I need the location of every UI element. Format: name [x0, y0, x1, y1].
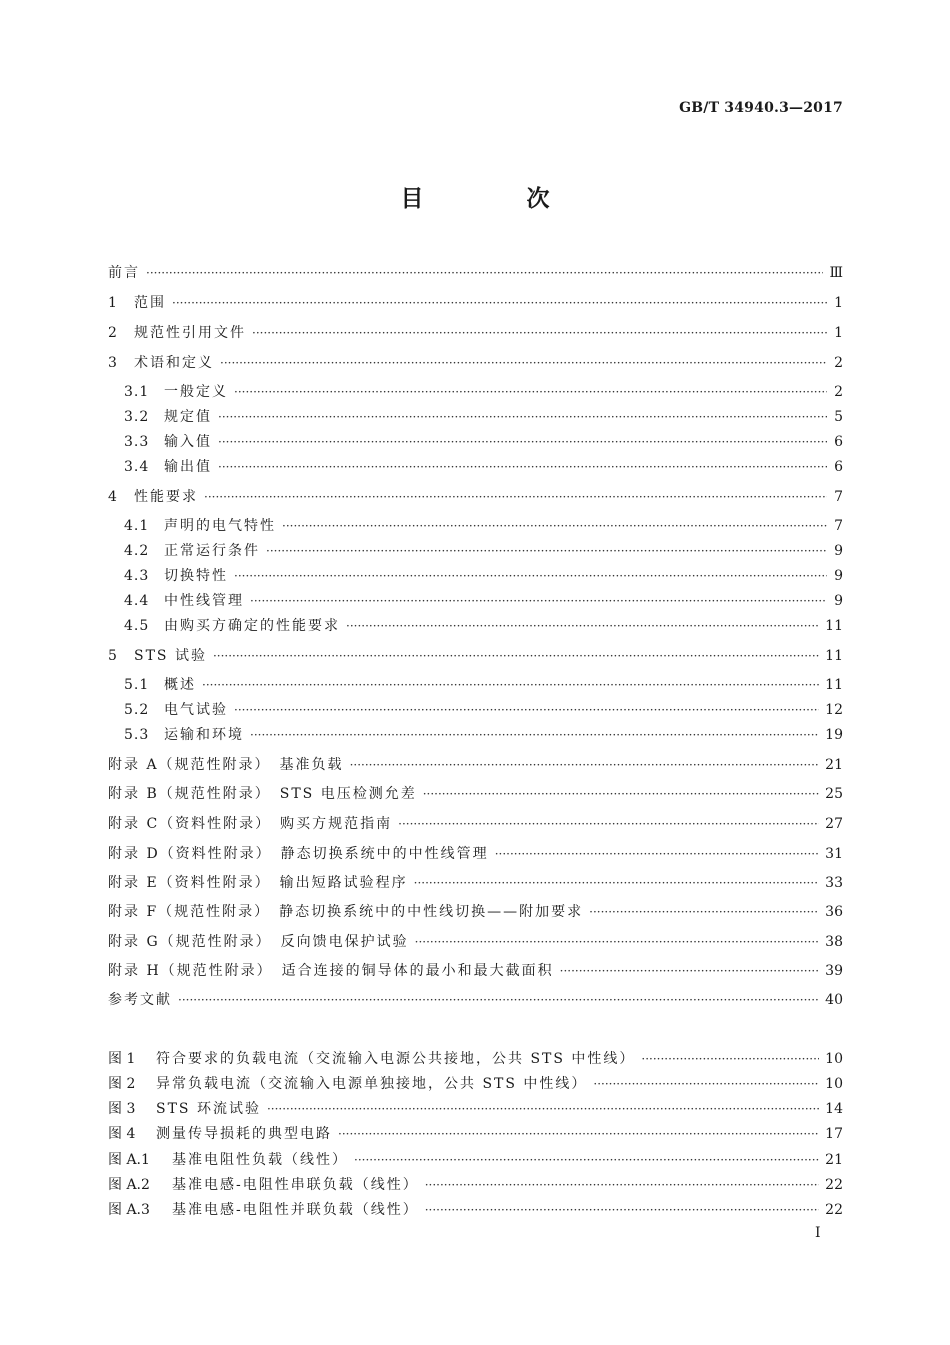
toc-entry-number: 5.3: [124, 727, 150, 743]
toc-entry-label: 性能要求: [134, 489, 198, 505]
toc-entry-page: 11: [825, 677, 843, 693]
toc-entry[interactable]: [108, 262, 843, 284]
toc-entry-label: STS 试验: [134, 648, 207, 664]
toc-entry-label: 输出值: [164, 459, 212, 475]
dot-leader: [213, 649, 819, 663]
toc-entry-page: 38: [825, 934, 843, 950]
toc-entry[interactable]: [108, 931, 843, 953]
toc-entry-label: 附录 C（资料性附录） 购买方规范指南: [108, 816, 393, 832]
toc-entry[interactable]: [108, 783, 843, 805]
toc-entry-number: 4.3: [124, 568, 150, 584]
dot-leader: [234, 569, 827, 583]
figure-entry[interactable]: [108, 1048, 843, 1070]
dot-leader: [589, 905, 819, 919]
toc-entry-label: 规定值: [164, 409, 212, 425]
toc-entry-page: 31: [825, 846, 843, 862]
dot-leader: [560, 964, 820, 978]
toc-entry-page: 1: [834, 295, 843, 311]
toc-entry-number: 1: [108, 295, 118, 311]
toc-entry-label: 前言: [108, 265, 140, 281]
figure-label: 基准电阻性负载（线性）: [172, 1152, 348, 1168]
dot-leader: [146, 266, 823, 280]
dot-leader: [172, 296, 827, 310]
dot-leader: [425, 1178, 819, 1192]
toc-entry-label: 电气试验: [164, 702, 228, 718]
toc-entry-number: 3.3: [124, 434, 150, 450]
toc-entry-page: Ⅲ: [829, 265, 843, 281]
dot-leader: [338, 1127, 819, 1141]
toc-entry-page: 11: [825, 648, 843, 664]
figure-entry[interactable]: [108, 1174, 843, 1196]
toc-entry-label: 术语和定义: [134, 355, 214, 371]
toc-entry-label: 中性线管理: [164, 593, 244, 609]
toc-entry-label: 正常运行条件: [164, 543, 260, 559]
toc-entry-number: 2: [108, 325, 118, 341]
toc-entry[interactable]: [124, 699, 843, 721]
toc-entry[interactable]: [108, 292, 843, 314]
toc-entry-label: 附录 D（资料性附录） 静态切换系统中的中性线管理: [108, 846, 489, 862]
toc-entry[interactable]: [108, 645, 843, 667]
toc-entry[interactable]: [124, 515, 843, 537]
toc-entry-number: 3.1: [124, 384, 150, 400]
dot-leader: [250, 594, 827, 608]
toc-entry[interactable]: [108, 754, 843, 776]
dot-leader: [234, 703, 819, 717]
dot-leader: [495, 847, 819, 861]
toc-entry-number: 3.2: [124, 409, 150, 425]
dot-leader: [218, 435, 827, 449]
dot-leader: [593, 1077, 819, 1091]
toc-entry-page: 9: [834, 543, 843, 559]
toc-entry-page: 39: [825, 963, 843, 979]
toc-entry-number: 4.1: [124, 518, 150, 534]
toc-entry[interactable]: [108, 486, 843, 508]
toc-entry[interactable]: [124, 540, 843, 562]
toc-entry-number: 4.4: [124, 593, 150, 609]
figure-number: 图 A.1: [108, 1152, 150, 1168]
figure-label: 测量传导损耗的典型电路: [156, 1126, 332, 1142]
dot-leader: [282, 519, 827, 533]
toc-entry-label: 附录 F（规范性附录） 静态切换系统中的中性线切换——附加要求: [108, 904, 584, 920]
toc-entry[interactable]: [124, 565, 843, 587]
figure-number: 图 A.2: [108, 1177, 150, 1193]
dot-leader: [218, 410, 827, 424]
toc-entry-label: 附录 G（规范性附录） 反向馈电保护试验: [108, 934, 409, 950]
dot-leader: [218, 460, 827, 474]
toc-entry-page: 2: [834, 384, 843, 400]
dot-leader: [425, 1203, 819, 1217]
toc-entry-label: 由购买方确定的性能要求: [164, 618, 340, 634]
toc-entry[interactable]: [108, 813, 843, 835]
dot-leader: [415, 935, 820, 949]
figure-entry[interactable]: [108, 1149, 843, 1171]
figure-number: 图 2: [108, 1076, 136, 1092]
toc-entry[interactable]: [108, 352, 843, 374]
toc-entry[interactable]: [108, 960, 843, 982]
toc-entry-page: 7: [834, 518, 843, 534]
toc-entry[interactable]: [108, 901, 843, 923]
toc-entry-page: 40: [825, 992, 843, 1008]
toc-entry-page: 5: [834, 409, 843, 425]
dot-leader: [267, 1102, 819, 1116]
figure-page: 21: [825, 1152, 843, 1168]
toc-entry[interactable]: [108, 872, 843, 894]
toc-entry[interactable]: [124, 381, 843, 403]
figure-label: 基准电感-电阻性并联负载（线性）: [172, 1202, 419, 1218]
toc-entry-page: 27: [825, 816, 843, 832]
toc-entry-page: 33: [825, 875, 843, 891]
toc-entry-number: 5.1: [124, 677, 150, 693]
standard-code: GB/T 34940.3—2017: [679, 100, 843, 116]
toc-entry-label: 附录 E（资料性附录） 输出短路试验程序: [108, 875, 408, 891]
dot-leader: [266, 544, 827, 558]
toc-entry-page: 9: [834, 593, 843, 609]
dot-leader: [641, 1052, 819, 1066]
toc-entry-label: 输入值: [164, 434, 212, 450]
toc-entry[interactable]: [108, 322, 843, 344]
toc-entry-label: 附录 B（规范性附录） STS 电压检测允差: [108, 786, 417, 802]
toc-entry-label: 切换特性: [164, 568, 228, 584]
figure-page: 17: [825, 1126, 843, 1142]
figure-number: 图 A.3: [108, 1202, 150, 1218]
figure-entry[interactable]: [108, 1123, 843, 1145]
toc-entry-page: 6: [834, 434, 843, 450]
figure-label: 异常负载电流（交流输入电源单独接地，公共 STS 中性线）: [156, 1076, 588, 1092]
toc-entry[interactable]: [124, 724, 843, 746]
figure-page: 10: [825, 1076, 843, 1092]
toc-entry[interactable]: [124, 431, 843, 453]
dot-leader: [423, 787, 819, 801]
dot-leader: [354, 1153, 819, 1167]
toc-entry-label: 附录 A（规范性附录） 基准负载: [108, 757, 344, 773]
figure-number: 图 1: [108, 1051, 136, 1067]
page-number: I: [815, 1225, 821, 1241]
toc-entry-label: 参考文献: [108, 992, 172, 1008]
toc-entry-page: 21: [825, 757, 843, 773]
toc-entry[interactable]: [124, 615, 843, 637]
toc-entry-number: 4.5: [124, 618, 150, 634]
figure-number: 图 3: [108, 1101, 136, 1117]
dot-leader: [346, 619, 819, 633]
toc-entry-label: 附录 H（规范性附录） 适合连接的铜导体的最小和最大截面积: [108, 963, 554, 979]
toc-entry-number: 5: [108, 648, 118, 664]
figure-entry[interactable]: [108, 1199, 843, 1221]
figure-label: STS 环流试验: [156, 1101, 261, 1117]
toc-entry-page: 2: [834, 355, 843, 371]
toc-entry[interactable]: [124, 456, 843, 478]
toc-entry-label: 范围: [134, 295, 166, 311]
toc-entry-page: 6: [834, 459, 843, 475]
figure-page: 22: [825, 1177, 843, 1193]
toc-entry-label: 概述: [164, 677, 196, 693]
toc-entry[interactable]: [108, 843, 843, 865]
toc-entry-page: 7: [834, 489, 843, 505]
figure-label: 符合要求的负载电流（交流输入电源公共接地，公共 STS 中性线）: [156, 1051, 636, 1067]
toc-entry-page: 1: [834, 325, 843, 341]
dot-leader: [234, 385, 827, 399]
toc-entry-number: 3: [108, 355, 118, 371]
toc-entry[interactable]: [124, 406, 843, 428]
toc-entry-label: 一般定义: [164, 384, 228, 400]
toc-entry-number: 4: [108, 489, 118, 505]
dot-leader: [204, 490, 827, 504]
toc-entry-page: 19: [825, 727, 843, 743]
toc-entry-label: 声明的电气特性: [164, 518, 276, 534]
dot-leader: [178, 993, 819, 1007]
dot-leader: [220, 356, 827, 370]
figure-entry[interactable]: [108, 1073, 843, 1095]
toc-entry-number: 5.2: [124, 702, 150, 718]
page-title: 目 次: [400, 185, 590, 212]
figure-page: 22: [825, 1202, 843, 1218]
dot-leader: [398, 817, 819, 831]
toc-entry-label: 运输和环境: [164, 727, 244, 743]
toc-entry-page: 11: [825, 618, 843, 634]
toc-entry-number: 4.2: [124, 543, 150, 559]
toc-entry-page: 12: [825, 702, 843, 718]
figure-label: 基准电感-电阻性串联负载（线性）: [172, 1177, 419, 1193]
toc-entry[interactable]: [124, 590, 843, 612]
dot-leader: [252, 326, 827, 340]
toc-entry-number: 3.4: [124, 459, 150, 475]
dot-leader: [202, 678, 819, 692]
toc-entry-page: 25: [825, 786, 843, 802]
toc-entry-page: 9: [834, 568, 843, 584]
dot-leader: [414, 876, 820, 890]
figure-number: 图 4: [108, 1126, 136, 1142]
toc-entry-page: 36: [825, 904, 843, 920]
figure-page: 10: [825, 1051, 843, 1067]
figure-entry[interactable]: [108, 1098, 843, 1120]
dot-leader: [250, 728, 819, 742]
figure-page: 14: [825, 1101, 843, 1117]
toc-entry-label: 规范性引用文件: [134, 325, 246, 341]
dot-leader: [350, 758, 820, 772]
toc-entry[interactable]: [124, 674, 843, 696]
toc-entry[interactable]: [108, 989, 843, 1011]
